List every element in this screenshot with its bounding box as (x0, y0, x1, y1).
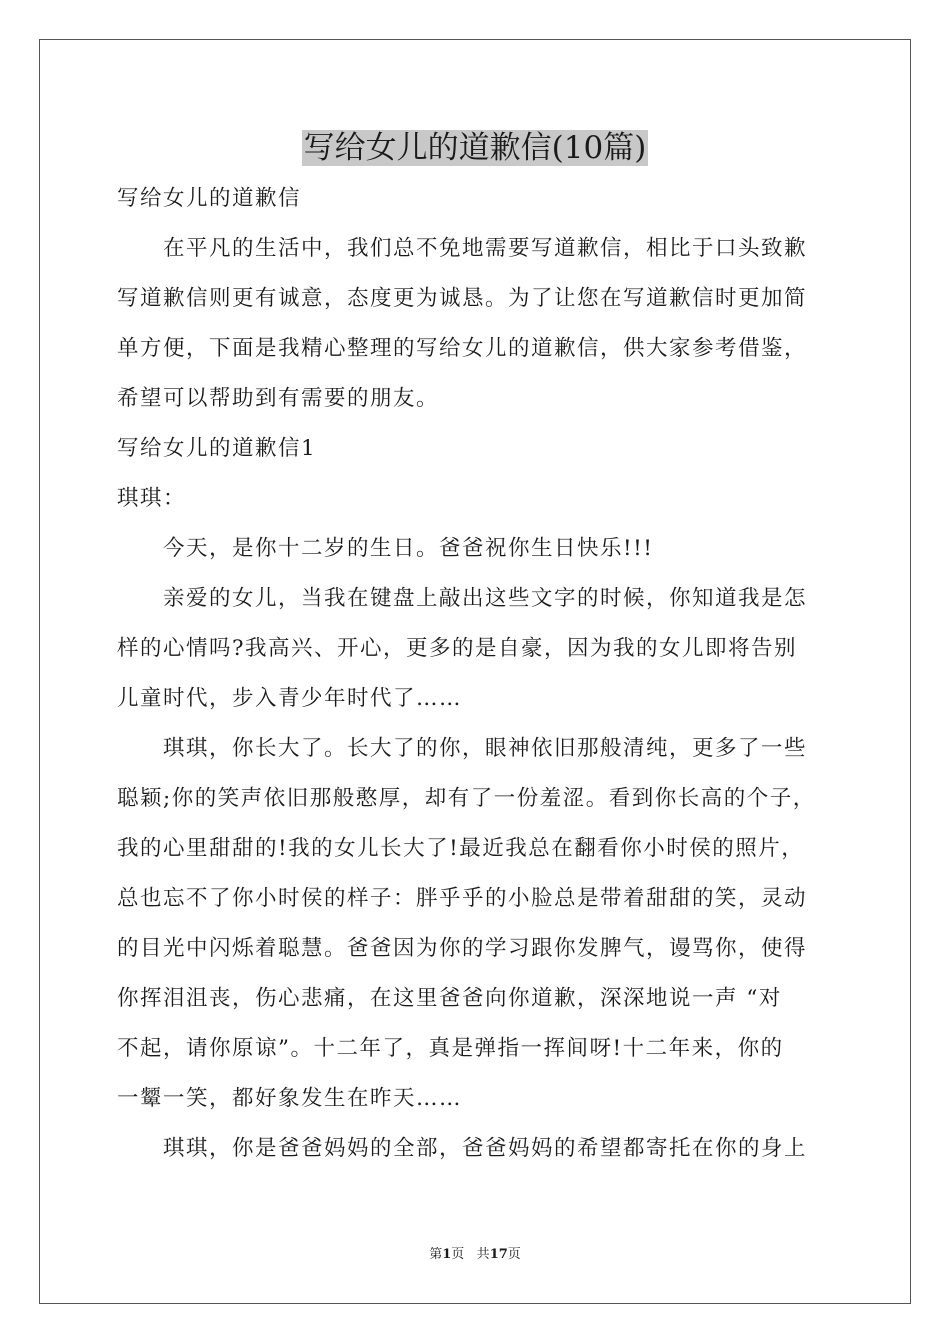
body-line: 的目光中闪烁着聪慧。爸爸因为你的学习跟你发脾气，谩骂你，使得 (117, 936, 808, 961)
body-line: 今天，是你十二岁的生日。爸爸祝你生日快乐!!! (163, 536, 654, 561)
page-current: 1 (442, 1247, 452, 1262)
document-body (117, 174, 833, 1174)
body-line: 样的心情吗?我高兴、开心，更多的是自豪，因为我的女儿即将告别 (117, 636, 798, 661)
body-line: 写给女儿的道歉信 (117, 186, 302, 211)
body-line: 写给女儿的道歉信1 (117, 436, 317, 461)
body-line: 不起，请你原谅”。十二年了，真是弹指一挥间呀!十二年来，你的 (117, 1036, 784, 1061)
body-line: 一颦一笑，都好象发生在昨天…… (117, 1086, 463, 1111)
body-line: 我的心里甜甜的!我的女儿长大了!最近我总在翻看你小时侯的照片， (117, 836, 805, 861)
document-title-text: 写给女儿的道歉信(10篇) (303, 130, 647, 166)
body-line: 亲爱的女儿，当我在键盘上敲出这些文字的时候，你知道我是怎 (163, 586, 808, 611)
body-line: 希望可以帮助到有需要的朋友。 (117, 386, 440, 411)
body-line: 总也忘不了你小时侯的样子：胖乎乎的小脸总是带着甜甜的笑，灵动 (117, 886, 808, 911)
body-line: 你挥泪沮丧，伤心悲痛，在这里爸爸向你道歉，深深地说一声 “对 (117, 986, 782, 1011)
total-prefix: 共 (476, 1247, 490, 1262)
page-suffix: 页 (451, 1247, 465, 1262)
body-line: 单方便，下面是我精心整理的写给女儿的道歉信，供大家参考借鉴， (117, 336, 808, 361)
body-line: 聪颖;你的笑声依旧那般憨厚，却有了一份羞涩。看到你长高的个子， (117, 786, 816, 811)
body-line: 在平凡的生活中，我们总不免地需要写道歉信，相比于口头致歉 (163, 236, 808, 261)
total-suffix: 页 (507, 1247, 521, 1262)
document-title (0, 126, 950, 170)
page-total: 17 (489, 1247, 508, 1262)
body-line: 琪琪，你长大了。长大了的你，眼神依旧那般清纯，更多了一些 (163, 736, 808, 761)
body-line: 儿童时代，步入青少年时代了…… (117, 686, 463, 711)
body-line: 琪琪： (117, 486, 187, 511)
body-line: 写道歉信则更有诚意，态度更为诚恳。为了让您在写道歉信时更加简 (117, 286, 808, 311)
body-line: 琪琪，你是爸爸妈妈的全部，爸爸妈妈的希望都寄托在你的身上 (163, 1136, 808, 1161)
page-prefix: 第 (429, 1247, 443, 1262)
page-footer (0, 1246, 950, 1264)
